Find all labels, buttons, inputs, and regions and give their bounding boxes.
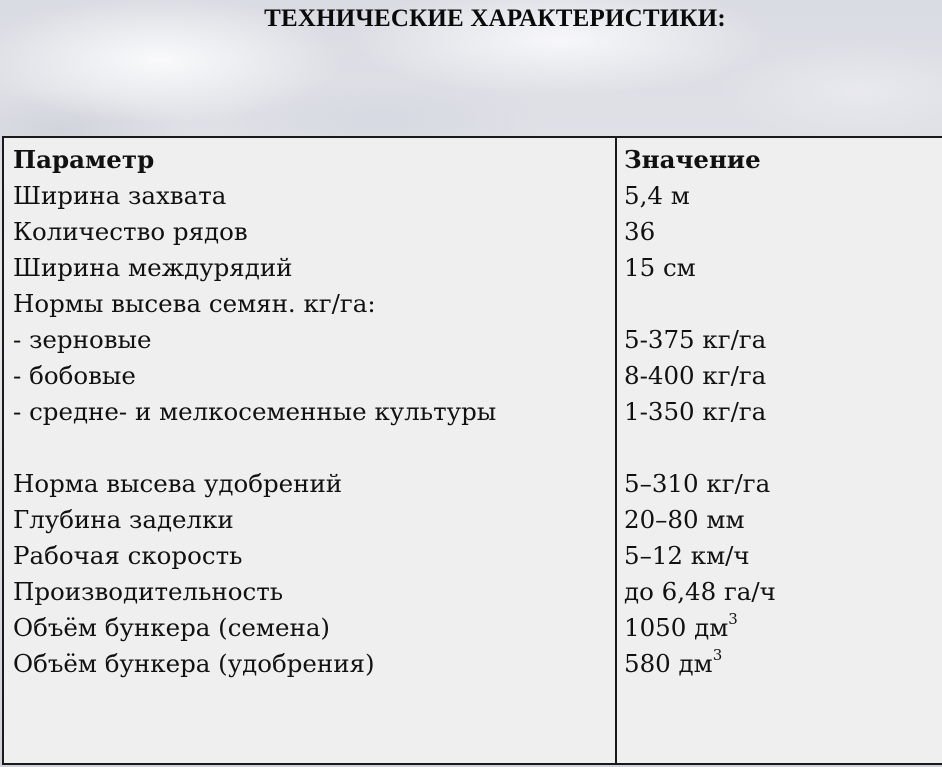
value-cell: 36	[624, 217, 656, 246]
parameter-column	[13, 142, 611, 682]
value-cell: 5–12 км/ч	[624, 541, 750, 570]
value-header: Значение	[624, 145, 761, 174]
superscript-exponent: 3	[712, 646, 723, 664]
value-text: 1050 дм	[624, 613, 729, 642]
page-title: ТЕХНИЧЕСКИЕ ХАРАКТЕРИСТИКИ:	[264, 5, 726, 32]
parameter-cell: Ширина междурядий	[13, 253, 293, 282]
parameter-cell: Количество рядов	[13, 217, 248, 246]
parameter-cell: Нормы высева семян. кг/га:	[13, 289, 376, 318]
superscript-exponent: 3	[728, 610, 738, 628]
value-cell: до 6,48 га/ч	[624, 577, 776, 606]
value-cell: 15 см	[624, 253, 696, 282]
value-cell: 1-350 кг/га	[624, 397, 767, 426]
value-cell	[624, 430, 942, 466]
value-column	[624, 142, 942, 682]
parameter-cell: - бобовые	[13, 361, 136, 390]
parameter-cell	[13, 430, 611, 466]
parameter-cell: - средне- и мелкосеменные культуры	[13, 397, 497, 426]
parameter-cell: - зерновые	[13, 325, 152, 354]
value-cell: 20–80 мм	[624, 505, 745, 534]
value-cell-with-unit	[624, 610, 942, 646]
value-cell-with-unit	[624, 646, 942, 682]
parameter-cell: Объём бункера (семена)	[13, 613, 330, 642]
value-cell: 8-400 кг/га	[624, 361, 767, 390]
parameter-header: Параметр	[13, 145, 155, 174]
value-cell	[624, 286, 942, 322]
column-divider	[615, 138, 617, 763]
parameter-cell: Объём бункера (удобрения)	[13, 649, 375, 678]
value-cell: 5,4 м	[624, 181, 690, 210]
value-cell: 5–310 кг/га	[624, 469, 771, 498]
parameter-cell: Ширина захвата	[13, 181, 227, 210]
parameter-cell: Норма высева удобрений	[13, 469, 343, 498]
parameter-cell: Глубина заделки	[13, 505, 234, 534]
value-cell: 5-375 кг/га	[624, 325, 767, 354]
specifications-table	[2, 136, 942, 765]
value-text: 580 дм	[624, 649, 713, 678]
parameter-cell: Производительность	[13, 577, 284, 606]
parameter-cell: Рабочая скорость	[13, 541, 243, 570]
